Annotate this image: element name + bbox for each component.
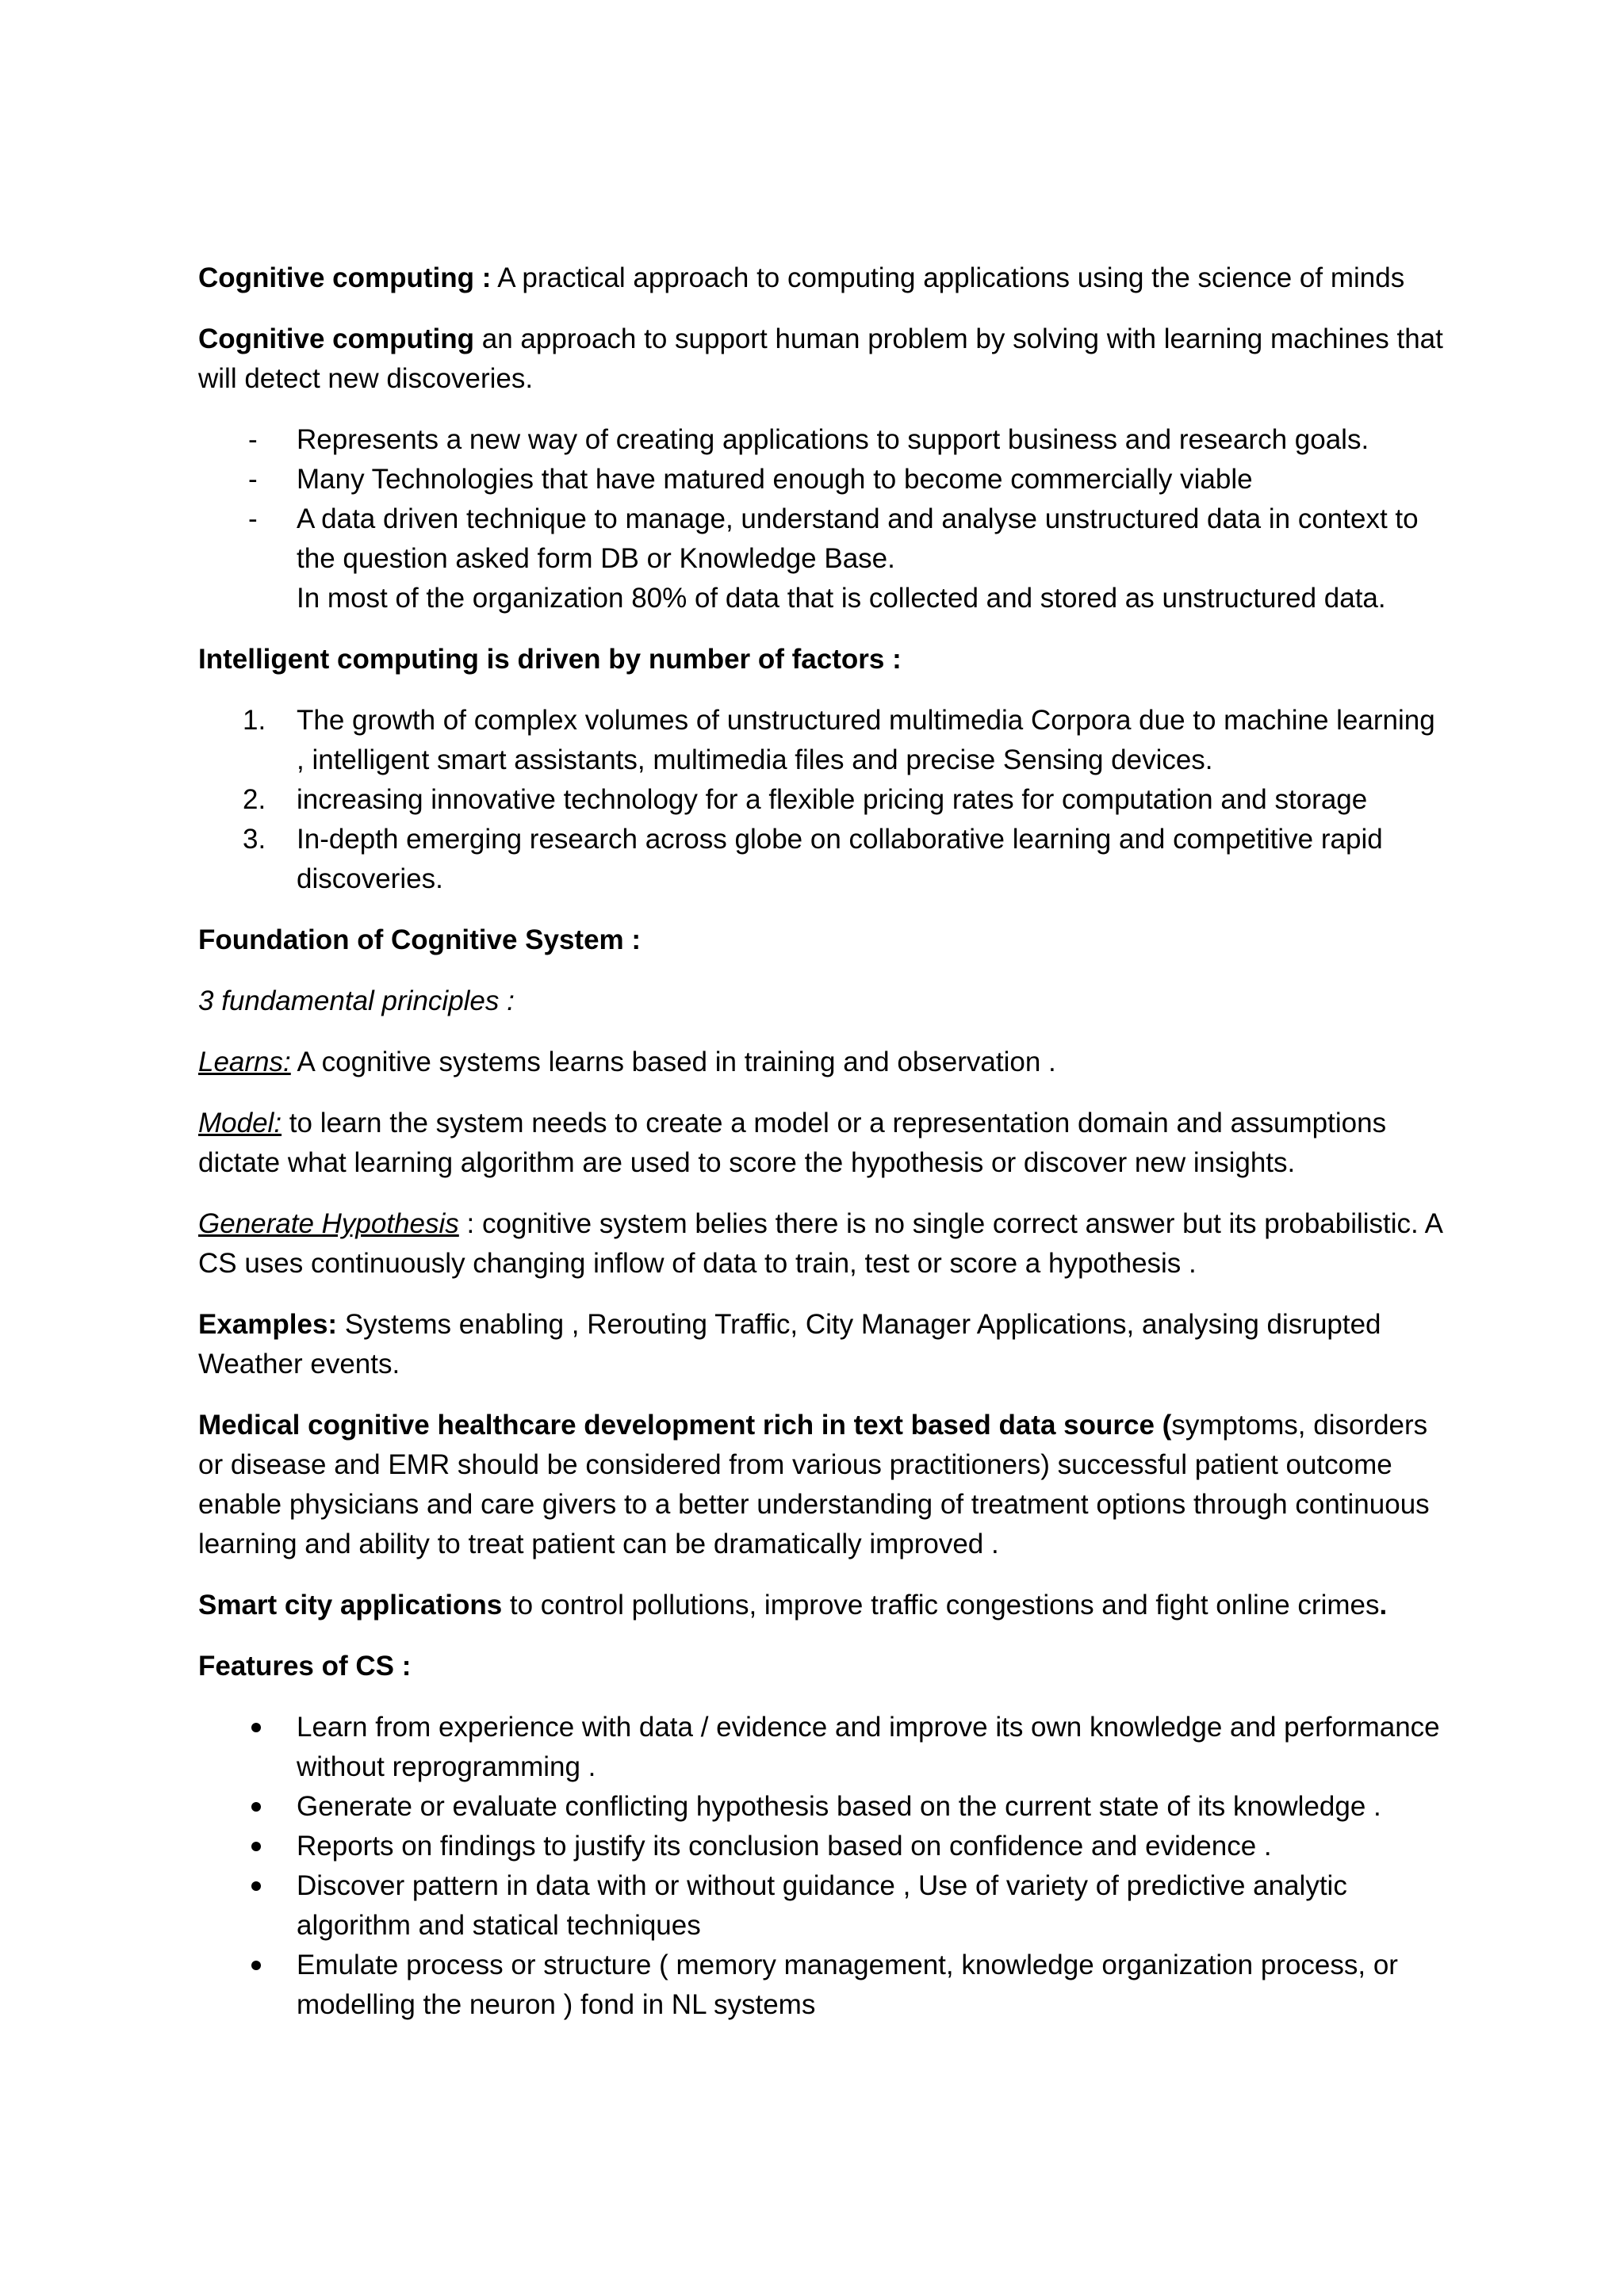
factor-text: In-depth emerging research across globe on collaborative learning and competitive rapid discoveries. — [297, 824, 1383, 894]
principle-term: Generate Hypothesis — [198, 1208, 459, 1239]
feature-text: Reports on findings to justify its conclusion based on confidence and evidence . — [297, 1831, 1272, 1862]
feature-item — [198, 1787, 1443, 1827]
dash-item-text: Represents a new way of creating applications to support business and research goals. — [297, 424, 1369, 455]
medical-lead: Medical cognitive healthcare development rich in text based data source ( — [198, 1410, 1172, 1441]
principle-text: A cognitive systems learns based in training and observation . — [290, 1047, 1056, 1077]
examples-text: Systems enabling , Rerouting Traffic, City Manager Applications, analysing disrupted Weather events. — [198, 1309, 1381, 1380]
approach-text: an approach to support human problem by solving with learning machines that will detect new discoveries. — [198, 323, 1443, 394]
foundation-heading — [198, 920, 1443, 960]
principle-text: to learn the system needs to create a model or a representation domain and assumptions dictate what learning algorithm are used to score the hypothesis or discover new insights. — [198, 1108, 1387, 1178]
examples-label: Examples: — [198, 1309, 338, 1340]
dash-marker: - — [248, 424, 258, 455]
paragraph-definition — [198, 258, 1443, 298]
factor-item — [198, 701, 1443, 780]
principles-intro — [198, 982, 1443, 1021]
feature-text: Discover pattern in data with or without guidance , Use of variety of predictive analytic algorithm and statical techniques — [297, 1870, 1347, 1941]
bullet-icon — [251, 1961, 261, 1970]
features-list — [198, 1708, 1443, 2025]
factors-heading-text: Intelligent computing is driven by number of factors : — [198, 644, 902, 675]
feature-item — [198, 1827, 1443, 1866]
paragraph-examples — [198, 1305, 1443, 1384]
dash-item-text: A data driven technique to manage, understand and analyse unstructured data in context to the question asked form DB or Knowledge Base. — [297, 503, 1419, 574]
principle-term: Model: — [198, 1108, 282, 1138]
factors-list — [198, 701, 1443, 899]
feature-text: Emulate process or structure ( memory management, knowledge organization process, or modelling the neuron ) fond in NL systems — [297, 1950, 1398, 2020]
feature-item — [198, 1866, 1443, 1946]
factor-number: 3. — [243, 824, 266, 855]
document-body — [198, 258, 1443, 2046]
bullet-icon — [251, 1881, 261, 1891]
factor-number: 2. — [243, 784, 266, 815]
smart-city-text: to control pollutions, improve traffic congestions and fight online crimes — [502, 1590, 1380, 1621]
principle-hypothesis — [198, 1204, 1443, 1284]
bullet-icon — [251, 1802, 261, 1812]
smart-city-lead: Smart city applications — [198, 1590, 503, 1621]
factor-text: The growth of complex volumes of unstructured multimedia Corpora due to machine learning , intelligent smart assistants, multimedia files and precise Sensing devices. — [297, 705, 1435, 775]
dash-item-text: Many Technologies that have matured enough to become commercially viable — [297, 464, 1253, 495]
medical-text: symptoms, disorders or disease and EMR should be considered from various practitioners) successful patient outcome enable physicians and care givers to a better understanding of treatment options through continuous learning and ability to treat patient can be dramatically improved . — [198, 1410, 1430, 1559]
paragraph-medical — [198, 1406, 1443, 1564]
term-cognitive-computing-2: Cognitive computing — [198, 323, 475, 354]
dash-list-item — [198, 420, 1443, 460]
bullet-icon — [251, 1842, 261, 1851]
dash-marker: - — [248, 503, 258, 534]
feature-text: Learn from experience with data / evidence and improve its own knowledge and performance without reprogramming . — [297, 1712, 1440, 1782]
dash-item-continuation: In most of the organization 80% of data that is collected and stored as unstructured data. — [297, 583, 1386, 614]
principle-term: Learns: — [198, 1047, 291, 1077]
bullet-icon — [251, 1723, 261, 1732]
factor-number: 1. — [243, 705, 266, 736]
principle-text: : cognitive system belies there is no single correct answer but its probabilistic. A CS uses continuously changing inflow of data to train, test or score a hypothesis . — [198, 1208, 1442, 1279]
dash-list-item — [198, 460, 1443, 499]
factor-item — [198, 820, 1443, 899]
definition-text: A practical approach to computing applications using the science of minds — [491, 262, 1405, 293]
factor-item — [198, 780, 1443, 820]
foundation-heading-text: Foundation of Cognitive System : — [198, 924, 642, 955]
principle-model — [198, 1104, 1443, 1183]
principles-intro-text: 3 fundamental principles : — [198, 985, 515, 1016]
factors-heading — [198, 640, 1443, 679]
dash-list — [198, 420, 1443, 618]
features-heading — [198, 1647, 1443, 1686]
feature-item — [198, 1946, 1443, 2025]
feature-text: Generate or evaluate conflicting hypothesis based on the current state of its knowledge . — [297, 1791, 1381, 1822]
features-heading-text: Features of CS : — [198, 1651, 412, 1682]
feature-item — [198, 1708, 1443, 1787]
dash-marker: - — [248, 464, 258, 495]
factor-text: increasing innovative technology for a flexible pricing rates for computation and storage — [297, 784, 1368, 815]
dash-list-item — [198, 499, 1443, 618]
smart-city-end: . — [1379, 1590, 1388, 1621]
paragraph-approach — [198, 320, 1443, 399]
paragraph-smart-city — [198, 1586, 1443, 1625]
term-cognitive-computing: Cognitive computing : — [198, 262, 492, 293]
principle-learns — [198, 1043, 1443, 1082]
